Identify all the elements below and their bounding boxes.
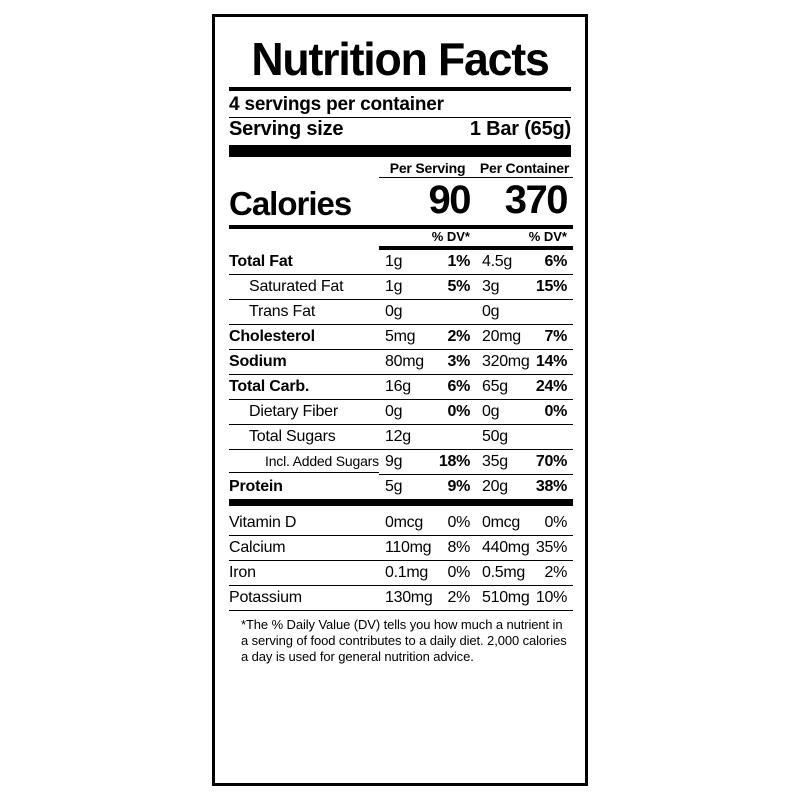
page-title: Nutrition Facts: [251, 33, 549, 85]
nutrient-per-serving: [379, 450, 476, 475]
serving-size-label: Serving size: [229, 118, 344, 140]
nutrient-amount: 0g: [482, 303, 500, 320]
nutrient-dv: 7%: [544, 328, 567, 345]
nutrient-amount: 20g: [482, 478, 508, 495]
nutrient-per-serving: [379, 300, 476, 325]
nutrient-amount: 12g: [385, 428, 411, 445]
nutrient-name: Potassium: [229, 586, 379, 611]
nutrient-dv: 3%: [447, 353, 470, 370]
calories-per-container: 370: [476, 178, 573, 229]
nutrient-dv: 2%: [447, 328, 470, 345]
major-divider: [229, 145, 571, 157]
dv-header-per-serving: % DV*: [379, 229, 476, 250]
nutrient-per-container: [476, 561, 573, 586]
nutrient-per-serving: [379, 475, 476, 506]
nutrient-amount: 0g: [385, 403, 403, 420]
dv-header-per-container: % DV*: [476, 229, 573, 250]
nutrient-dv: 18%: [438, 453, 470, 470]
table-row: [229, 511, 571, 536]
nutrient-amount: 510mg: [482, 589, 530, 606]
table-row: [229, 561, 571, 586]
nutrient-per-serving: [379, 400, 476, 425]
servings-per-container: 4 servings per container: [229, 94, 444, 115]
nutrient-dv: 15%: [535, 278, 567, 295]
nutrient-dv: 6%: [544, 253, 567, 270]
calories-row: [229, 178, 571, 229]
nutrient-per-serving: [379, 325, 476, 350]
table-row: [229, 300, 571, 325]
nutrient-dv: 2%: [447, 589, 470, 606]
nutrient-amount: 130mg: [385, 589, 433, 606]
daily-value-footnote: *The % Daily Value (DV) tells you how much a nutrient in a serving of food contributes to a daily diet. 2,000 calories a day is used for general nutrition advice.: [241, 617, 567, 664]
nutrient-name: Vitamin D: [229, 511, 379, 536]
nutrient-per-container: [476, 400, 573, 425]
table-row: [229, 586, 571, 611]
nutrient-dv: 0%: [447, 514, 470, 531]
nutrient-dv: 6%: [447, 378, 470, 395]
nutrient-amount: 65g: [482, 378, 508, 395]
nutrient-amount: 110mg: [385, 539, 432, 556]
nutrient-name: Total Fat: [229, 250, 379, 275]
table-row: [229, 425, 571, 450]
nutrient-dv: 10%: [535, 589, 567, 606]
nutrition-facts-panel: [212, 14, 588, 786]
nutrient-amount: 0mcg: [482, 514, 520, 531]
nutrient-name: Saturated Fat: [229, 275, 379, 300]
nutrient-name: Iron: [229, 561, 379, 586]
nutrient-dv: 0%: [447, 403, 470, 420]
nutrient-name: Sodium: [229, 350, 379, 375]
table-row: [229, 375, 571, 400]
nutrient-dv: 0%: [544, 403, 567, 420]
nutrient-dv: 5%: [447, 278, 470, 295]
nutrient-amount: 320mg: [482, 353, 530, 370]
table-row: [229, 536, 571, 561]
nutrient-amount: 4.5g: [482, 253, 512, 270]
dv-header-row: [229, 229, 571, 250]
nutrient-per-serving: [379, 275, 476, 300]
nutrient-name: Cholesterol: [229, 325, 379, 350]
table-row: [229, 275, 571, 300]
nutrient-per-container: [476, 300, 573, 325]
nutrient-per-container: [476, 450, 573, 475]
nutrient-per-container: [476, 250, 573, 275]
nutrient-per-container: [476, 586, 573, 611]
nutrient-per-serving: [379, 375, 476, 400]
nutrient-name: Calcium: [229, 536, 379, 561]
nutrient-amount: 50g: [482, 428, 508, 445]
calories-per-serving: 90: [379, 178, 476, 229]
nutrient-amount: 3g: [482, 278, 500, 295]
nutrient-per-container: [476, 275, 573, 300]
nutrient-amount: 0.5mg: [482, 564, 525, 581]
nutrient-per-serving: [379, 350, 476, 375]
nutrient-per-container: [476, 325, 573, 350]
column-header-row: [229, 157, 571, 178]
nutrient-per-serving: [379, 511, 476, 536]
nutrient-dv: 70%: [535, 453, 567, 470]
nutrient-amount: 9g: [385, 453, 403, 470]
nutrient-dv: 24%: [535, 378, 567, 395]
nutrient-per-container: [476, 425, 573, 450]
nutrient-dv: 1%: [447, 253, 470, 270]
table-row: [229, 475, 571, 506]
column-header-per-container: Per Container: [476, 160, 573, 178]
nutrient-per-serving: [379, 586, 476, 611]
nutrient-dv: 2%: [544, 564, 567, 581]
dv-header-spacer: [229, 229, 379, 250]
nutrient-amount: 35g: [482, 453, 508, 470]
nutrient-name: Protein: [229, 475, 379, 506]
nutrient-per-serving: [379, 250, 476, 275]
table-row: [229, 250, 571, 275]
nutrient-dv: 8%: [447, 539, 470, 556]
nutrient-amount: 0g: [482, 403, 500, 420]
nutrient-per-container: [476, 475, 573, 506]
nutrient-name: Incl. Added Sugars: [229, 450, 379, 473]
nutrient-amount: 80mg: [385, 353, 424, 370]
serving-size-value: 1 Bar (65g): [469, 118, 571, 140]
nutrient-name: Dietary Fiber: [229, 400, 379, 425]
table-row: [229, 400, 571, 425]
nutrient-amount: 0mcg: [385, 514, 423, 531]
nutrient-amount: 5g: [385, 478, 403, 495]
nutrient-name: Trans Fat: [229, 300, 379, 325]
calories-label: Calories: [229, 185, 379, 229]
nutrient-per-serving: [379, 536, 476, 561]
serving-size-row: [229, 118, 571, 145]
nutrient-amount: 1g: [385, 278, 403, 295]
nutrient-dv: 14%: [535, 353, 567, 370]
nutrient-amount: 16g: [385, 378, 411, 395]
nutrient-dv: 0%: [544, 514, 567, 531]
nutrient-per-container: [476, 375, 573, 400]
nutrient-per-container: [476, 511, 573, 536]
table-row: [229, 350, 571, 375]
nutrient-amount: 440mg: [482, 539, 530, 556]
nutrient-per-container: [476, 350, 573, 375]
nutrient-dv: 9%: [447, 478, 470, 495]
nutrient-dv: 35%: [535, 539, 567, 556]
nutrient-amount: 20mg: [482, 328, 521, 345]
nutrient-per-container: [476, 536, 573, 561]
nutrient-name: Total Sugars: [229, 425, 379, 450]
table-row: [229, 450, 571, 475]
nutrient-per-serving: [379, 425, 476, 450]
nutrient-dv: 38%: [535, 478, 567, 495]
nutrient-amount: 0.1mg: [385, 564, 428, 581]
nutrient-name: Total Carb.: [229, 375, 379, 400]
nutrient-amount: 0g: [385, 303, 403, 320]
nutrient-per-serving: [379, 561, 476, 586]
nutrient-amount: 1g: [385, 253, 403, 270]
column-header-spacer: [229, 160, 379, 178]
nutrient-amount: 5mg: [385, 328, 416, 345]
table-row: [229, 325, 571, 350]
column-header-per-serving: Per Serving: [379, 160, 476, 178]
nutrient-dv: 0%: [447, 564, 470, 581]
